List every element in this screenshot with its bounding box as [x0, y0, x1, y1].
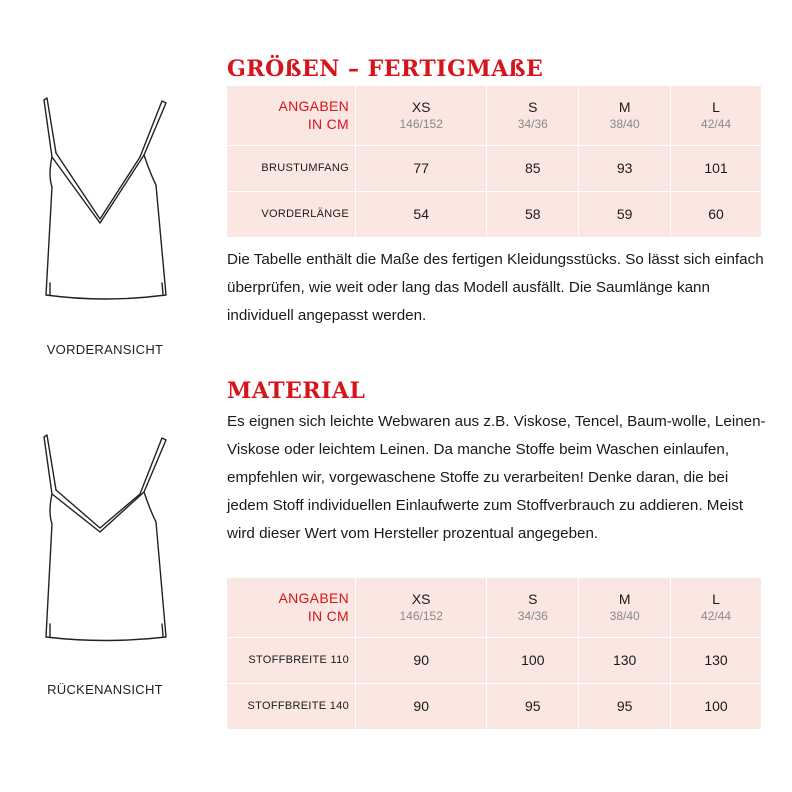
size-column-l — [671, 578, 761, 637]
fabric-table — [227, 578, 761, 729]
row-label: VORDERLÄNGE — [227, 191, 356, 237]
size-code: XS — [411, 591, 431, 608]
material-heading: MATERIAL — [227, 378, 366, 404]
table-cell: 90 — [356, 683, 487, 729]
size-code: M — [618, 591, 631, 608]
table-cell: 100 — [487, 637, 579, 683]
size-range: 34/36 — [517, 609, 548, 624]
table-row — [227, 683, 761, 729]
size-code: M — [618, 99, 631, 116]
size-column-xs — [356, 578, 487, 637]
size-column-xs — [356, 86, 487, 145]
table-cell: 58 — [487, 191, 579, 237]
fabric-header-label — [227, 578, 356, 637]
table-cell: 85 — [487, 145, 579, 191]
table-cell: 60 — [708, 206, 724, 223]
table-cell: 93 — [579, 145, 671, 191]
header-label-line1: ANGABEN — [278, 98, 349, 115]
table-row — [227, 637, 761, 683]
material-description: Es eignen sich leichte Webwaren aus z.B. Viskose, Tencel, Baum-wolle, Leinen-Viskose oder leichtem Leinen. Da manche Stoffe beim Waschen einlaufen, empfehlen wir, vorgewaschene Stoffe zu verarbeiten! Denke daran, die bei jedem Stoff individuellen Einlaufwerte zum Stoffverbrauch zu addieren. Meist wird dieser Wert vom Hersteller prozentual angegeben. — [227, 413, 766, 542]
back-view-caption: RÜCKENANSICHT — [47, 682, 163, 697]
table-cell: 130 — [671, 637, 761, 683]
size-code: S — [528, 591, 538, 608]
sizes-header-row — [227, 86, 761, 145]
table-cell: 90 — [356, 637, 487, 683]
header-label-line2: IN CM — [307, 116, 349, 133]
table-cell: 77 — [356, 145, 487, 191]
fabric-header-row — [227, 578, 761, 637]
sizes-header-label — [227, 86, 356, 145]
table-cell: 130 — [579, 637, 671, 683]
size-range: 38/40 — [609, 609, 640, 624]
size-range: 38/40 — [609, 117, 640, 132]
size-range: 146/152 — [399, 117, 443, 132]
size-column-m — [579, 86, 671, 145]
front-view-illustration — [30, 95, 180, 310]
size-column-m — [579, 578, 671, 637]
camisole-front-drawing — [30, 95, 180, 310]
size-range: 42/44 — [701, 609, 732, 624]
size-code: XS — [411, 99, 431, 116]
row-label: STOFFBREITE 110 — [227, 637, 356, 683]
size-range: 34/36 — [517, 117, 548, 132]
front-view-caption: VORDERANSICHT — [46, 342, 164, 357]
size-code: S — [528, 99, 538, 116]
sizes-table — [227, 86, 761, 237]
table-cell: 54 — [356, 191, 487, 237]
size-column-s — [487, 86, 579, 145]
size-range: 146/152 — [399, 609, 443, 624]
size-range: 42/44 — [701, 117, 732, 132]
header-label-line2: IN CM — [307, 608, 349, 625]
back-view-illustration — [30, 432, 180, 647]
header-label-line1: ANGABEN — [278, 590, 349, 607]
row-label: BRUSTUMFANG — [227, 145, 356, 191]
table-cell: 59 — [579, 191, 671, 237]
camisole-back-drawing — [30, 432, 180, 647]
sizes-description: Die Tabelle enthält die Maße des fertigen Kleidungsstücks. So lässt sich einfach überprüfen, wie weit oder lang das Modell ausfällt. Die Saumlänge kann individuell angepasst werden. — [227, 251, 764, 324]
size-code: L — [712, 99, 720, 116]
size-column-l — [671, 86, 761, 145]
size-column-s — [487, 578, 579, 637]
size-code: L — [712, 591, 720, 608]
table-cell: 101 — [671, 145, 761, 191]
table-cell: 95 — [579, 683, 671, 729]
table-row — [227, 145, 761, 191]
row-label: STOFFBREITE 140 — [227, 683, 356, 729]
table-row — [227, 191, 761, 237]
table-cell: 95 — [487, 683, 579, 729]
sizes-heading: GRÖßEN – FERTIGMAßE — [227, 56, 544, 82]
table-cell: 100 — [704, 698, 728, 715]
